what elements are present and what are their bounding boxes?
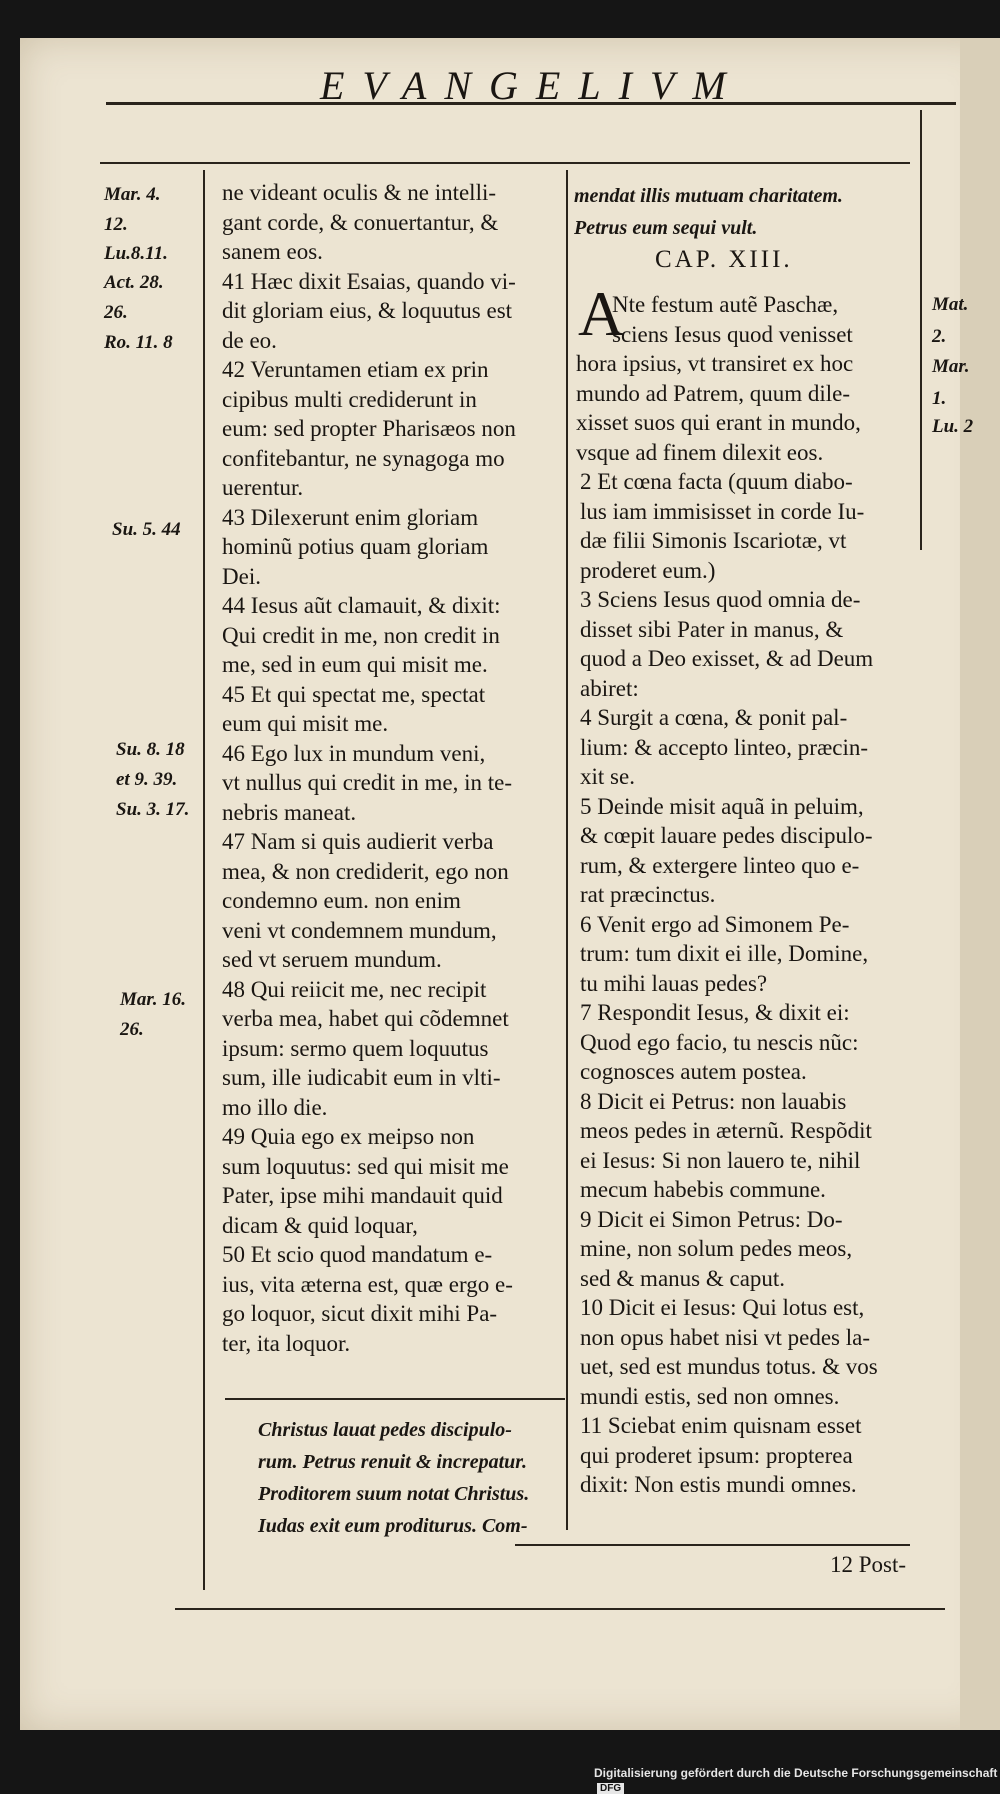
text-line: Qui credit in me, non credit in: [222, 622, 500, 648]
text-line: proderet eum.): [580, 557, 716, 583]
chapter-summary-left: [258, 1414, 568, 1542]
drop-cap: A: [578, 278, 625, 349]
margin-divider-left: [203, 170, 205, 1590]
margin-note: et 9. 39.: [116, 769, 178, 790]
text-line: vt nullus qui credit in me, in te-: [222, 770, 513, 795]
text-line: eum: sed propter Pharisæos non: [222, 416, 516, 441]
margin-note: Act. 28.: [104, 272, 164, 293]
margin-note: Su. 5. 44: [112, 519, 181, 540]
text-line: dixit: Non estis mundi omnes.: [580, 1472, 857, 1497]
text-line: dicam & quid loquar,: [222, 1212, 418, 1238]
text-line: uerentur.: [222, 475, 304, 500]
text-line: dæ filii Simonis Iscariotæ, vt: [580, 528, 847, 553]
text-line: cipibus multi crediderunt in: [222, 386, 477, 412]
text-line: verba mea, habet qui cõdemnet: [222, 1006, 509, 1031]
margin-note: 26.: [104, 302, 128, 323]
summary-line: Proditorem suum notat Christus.: [258, 1483, 530, 1505]
text-line: vsque ad finem dilexit eos.: [576, 439, 824, 465]
text-line: 4 Surgit a cœna, & ponit pal-: [580, 705, 848, 730]
margin-note: Lu.8.11.: [104, 243, 168, 264]
margin-note: Su. 8. 18: [116, 739, 185, 760]
text-line: mea, & non crediderit, ego non: [222, 858, 509, 884]
right-column: [580, 467, 920, 1500]
text-line: 6 Venit ergo ad Simonem Pe-: [580, 911, 850, 937]
margin-note: Mar.: [932, 356, 970, 377]
text-line: rum, & extergere linteo quo e-: [580, 852, 860, 878]
text-line: sed vt seruem mundum.: [222, 947, 442, 972]
text-line: ei Iesus: Si non lauero te, nihil: [580, 1147, 861, 1173]
text-line: 7 Respondit Iesus, & dixit ei:: [580, 1000, 850, 1025]
summary-rule: [225, 1398, 565, 1400]
text-line: Quod ego facio, tu nescis nũc:: [580, 1029, 859, 1055]
text-line: mecum habebis commune.: [580, 1177, 826, 1202]
text-line: 3 Sciens Iesus quod omnia de-: [580, 587, 861, 612]
text-line: gant corde, & conuertantur, &: [222, 209, 499, 235]
text-line: Pater, ipse mihi mandauit quid: [222, 1183, 503, 1208]
text-line: abiret:: [580, 675, 639, 701]
text-line: rat præcinctus.: [580, 882, 716, 907]
margin-note: Mar. 16.: [120, 989, 186, 1010]
text-line: hora ipsius, vt transiret ex hoc: [576, 351, 854, 376]
left-column: [222, 178, 562, 1358]
text-line: non opus habet nisi vt pedes la-: [580, 1324, 871, 1350]
text-line: quod a Deo exisset, & ad Deum: [580, 646, 874, 671]
text-line: mundo ad Patrem, quum dile-: [576, 380, 851, 406]
chapter-heading: CAP. XIII.: [655, 246, 793, 273]
text-line: nebris maneat.: [222, 799, 357, 825]
text-line: qui proderet ipsum: propterea: [580, 1442, 853, 1468]
margin-note: Su. 3. 17.: [116, 799, 190, 820]
text-line: sed & manus & caput.: [580, 1265, 786, 1291]
footer-rule: [175, 1608, 945, 1610]
text-line: confitebantur, ne synagoga mo: [222, 445, 505, 471]
bottom-rule: [515, 1544, 910, 1546]
right-column-opening: [612, 290, 922, 349]
text-line: xit se.: [580, 764, 635, 789]
text-line: meos pedes in æternũ. Respõdit: [580, 1118, 872, 1143]
margin-note: 2.: [932, 326, 947, 347]
summary-line: rum. Petrus renuit & increpatur.: [258, 1451, 527, 1473]
header-bottom-rule: [100, 162, 910, 164]
margin-note: Mar. 4.: [104, 184, 161, 205]
dfg-logo: DFG: [597, 1783, 624, 1794]
text-line: uet, sed est mundus totus. & vos: [580, 1354, 878, 1379]
margin-note: Lu. 2: [932, 416, 974, 437]
text-line: 43 Dilexerunt enim gloriam: [222, 504, 479, 530]
text-line: 45 Et qui spectat me, spectat: [222, 681, 486, 707]
text-line: sum, ille iudicabit eum in vlti-: [222, 1065, 501, 1090]
text-line: tu mihi lauas pedes?: [580, 970, 768, 996]
right-column-opening-cont: [576, 349, 916, 467]
text-line: 11 Sciebat enim quisnam esset: [580, 1413, 862, 1438]
text-line: & cœpit lauare pedes discipulo-: [580, 823, 873, 848]
text-line: sanem eos.: [222, 239, 323, 264]
margin-note: Mat.: [932, 294, 969, 315]
text-line: 46 Ego lux in mundum veni,: [222, 740, 486, 766]
digitization-credit: [594, 1766, 1000, 1794]
text-line: sciens Iesus quod venisset: [612, 321, 853, 347]
text-line: cognosces autem postea.: [580, 1059, 807, 1084]
text-line: mine, non solum pedes meos,: [580, 1236, 853, 1261]
text-line: veni vt condemnem mundum,: [222, 917, 497, 943]
text-line: disset sibi Pater in manus, &: [580, 616, 844, 642]
text-line: condemno eum. non enim: [222, 888, 461, 913]
text-line: 44 Iesus aũt clamauit, & dixit:: [222, 593, 501, 618]
summary-line: Petrus eum sequi vult.: [574, 217, 758, 239]
margin-note: Ro. 11. 8: [104, 332, 173, 353]
text-line: 2 Et cœna facta (quum diabo-: [580, 469, 853, 494]
text-line: 5 Deinde misit aquã in peluim,: [580, 793, 864, 819]
text-line: 49 Quia ego ex meipso non: [222, 1124, 475, 1149]
chapter-summary-right: [574, 180, 914, 244]
text-line: de eo.: [222, 327, 277, 353]
text-line: mundi estis, sed non omnes.: [580, 1383, 840, 1409]
text-line: lium: & accepto linteo, præcin-: [580, 734, 869, 760]
text-line: eum qui misit me.: [222, 711, 389, 736]
digitization-text: Digitalisierung gefördert durch die Deutsche Forschungsgemeinschaft: [594, 1766, 998, 1780]
text-line: ne videant oculis & ne intelli-: [222, 180, 497, 205]
text-line: 10 Dicit ei Iesus: Qui lotus est,: [580, 1295, 865, 1320]
text-line: sum loquutus: sed qui misit me: [222, 1153, 509, 1179]
text-line: ipsum: sermo quem loquutus: [222, 1035, 489, 1061]
text-line: trum: tum dixit ei ille, Domine,: [580, 941, 869, 966]
text-line: Nte festum autẽ Paschæ,: [612, 292, 839, 317]
page-title: EVANGELIVM: [320, 63, 744, 108]
text-line: dit gloriam eius, & loquutus est: [222, 298, 513, 323]
text-line: me, sed in eum qui misit me.: [222, 652, 488, 677]
text-line: mo illo die.: [222, 1094, 328, 1120]
text-line: 8 Dicit ei Petrus: non lauabis: [580, 1088, 847, 1114]
text-line: Dei.: [222, 563, 261, 589]
text-line: 50 Et scio quod mandatum e-: [222, 1242, 493, 1267]
text-line: go loquor, sicut dixit mihi Pa-: [222, 1301, 498, 1326]
text-line: hominũ potius quam gloriam: [222, 534, 489, 559]
summary-line: Christus lauat pedes discipulo-: [258, 1419, 512, 1441]
catchword: 12 Post-: [830, 1552, 907, 1577]
margin-note: 1.: [932, 388, 947, 409]
summary-line: mendat illis mutuam charitatem.: [574, 185, 843, 207]
text-line: 9 Dicit ei Simon Petrus: Do-: [580, 1206, 843, 1232]
text-line: 47 Nam si quis audierit verba: [222, 829, 494, 854]
text-line: lus iam immisisset in corde Iu-: [580, 498, 865, 524]
text-line: ter, ita loquor.: [222, 1330, 351, 1356]
margin-note: 26.: [120, 1019, 144, 1040]
text-line: 42 Veruntamen etiam ex prin: [222, 357, 489, 382]
column-divider: [566, 170, 568, 1530]
text-line: xisset suos qui erant in mundo,: [576, 410, 861, 435]
text-line: 48 Qui reiicit me, nec recipit: [222, 976, 487, 1002]
margin-note: 12.: [104, 214, 128, 235]
text-line: ius, vita æterna est, quæ ergo e-: [222, 1271, 513, 1297]
summary-line: Iudas exit eum proditurus. Com-: [258, 1515, 528, 1537]
text-line: 41 Hæc dixit Esaias, quando vi-: [222, 268, 516, 294]
